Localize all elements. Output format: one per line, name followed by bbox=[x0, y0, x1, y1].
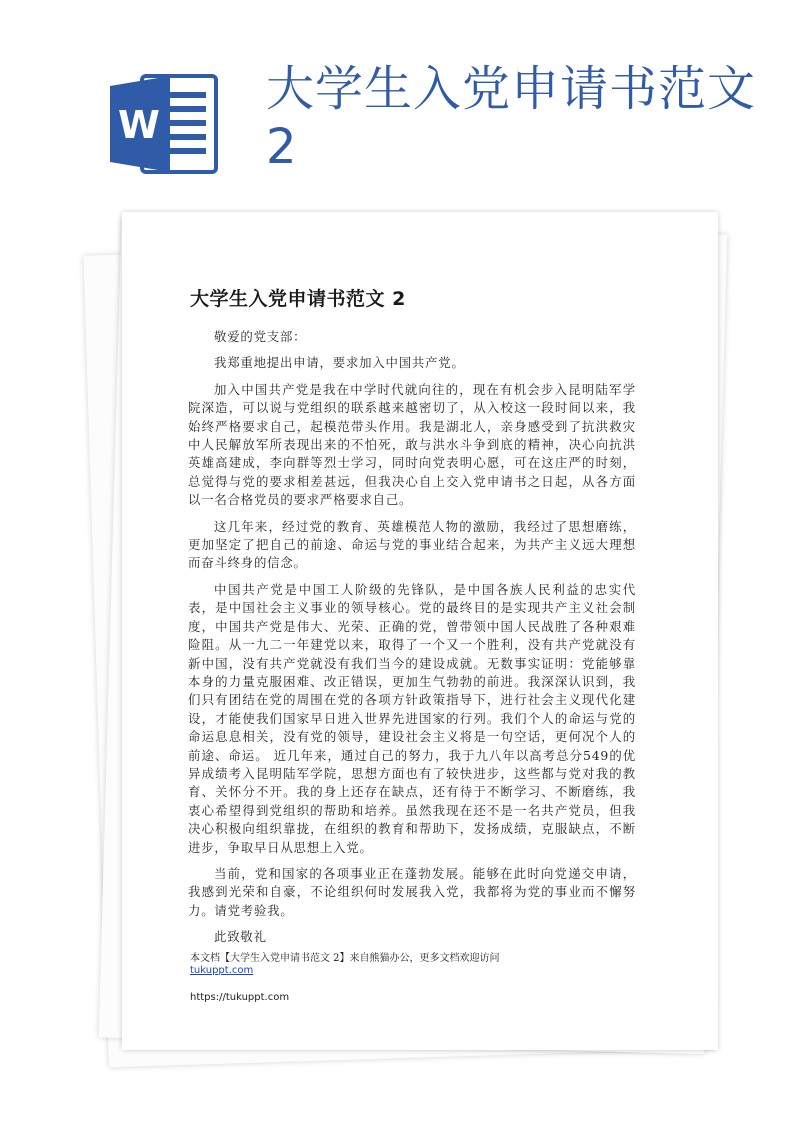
paragraph: 中国共产党是中国工人阶级的先锋队，是中国各族人民利益的忠实代表，是中国社会主义事业的领导核心。党的最终目的是实现共产主义社会制度，中国共产党是伟大、光荣、正确的党，曾带领中国人民战胜了各种艰难险阻。从一九二一年建党以来，取得了一个又一个胜利，没有共产党就没有新中国，没有共产党就没有我们当今的建设成就。无数事实证明：党能够靠本身的力量克服困难、改正错误，更加生气勃勃的前进。我深深认识到，我们只有团结在党的周围在党的各项方针政策指导下，进行社会主义现代化建设，才能使我们国家早日进入世界先进国家的行列。我们个人的命运与党的命运息息相关，没有党的领导，建设社会主义将是一句空话，更何况个人的前途、命运。 近几年来，通过自己的努力，我于九八年以高考总分549的优异成绩考入昆明陆军学院，思想方面也有了较快进步，这些都与党对我的教育、关怀分不开。我的身上还存在缺点，还有待于不断学习、不断磨练，我衷心希望得到党组织的帮助和培养。虽然我现在还不是一名共产党员，但我决心积极向组织靠拢，在组织的教育和帮助下，发扬成绩，克服缺点，不断进步，争取早日从思想上入党。 bbox=[188, 581, 636, 855]
word-icon-letter: W bbox=[118, 103, 160, 147]
paragraph: 我郑重地提出申请，要求加入中国共产党。 bbox=[214, 355, 465, 371]
paragraph: 加入中国共产党是我在中学时代就向往的，现在有机会步入昆明陆军学院深造，可以说与党组织的联系越来越密切了，从入校这一段时间以来，我始终严格要求自己，起模范带头作用。我是湖北人，亲身感受到了抗洪救灾中人民解放军所表现出来的不怕死，敢与洪水斗争到底的精神，决心向抗洪英雄高建成，李向群等烈士学习，同时向党表明心愿，可在这庄严的时刻，总觉得与党的要求相差甚远，但我决心自上交入党申请书之日起，从各方面以一名合格党员的要求严格要求自己。 bbox=[188, 381, 636, 508]
document-page bbox=[122, 212, 718, 1050]
paragraph: 这几年来，经过党的教育、英雄模范人物的激励，我经过了思想磨练，更加坚定了把自己的前途、命运与党的事业结合起来，为共产主义远大理想而奋斗终身的信念。 bbox=[188, 518, 636, 571]
closing: 此致敬礼 bbox=[214, 929, 267, 945]
source-note: 本文档【大学生入党申请书范文 2】来自熊猫办公，更多文档欢迎访问 bbox=[190, 953, 500, 964]
source-url: https://tukuppt.com bbox=[190, 992, 290, 1003]
source-link[interactable]: tukuppt.com bbox=[190, 965, 254, 976]
document-body bbox=[188, 328, 636, 955]
word-document-icon bbox=[108, 70, 220, 178]
page-title: 大学生入党申请书范文 2 bbox=[190, 288, 406, 310]
header bbox=[0, 0, 800, 200]
paragraph: 当前，党和国家的各项事业正在蓬勃发展。能够在此时向党递交申请，我感到光荣和自豪，不论组织何时发展我入党，我都将为党的事业而不懈努力。请党考验我。 bbox=[188, 865, 636, 918]
salutation: 敬爱的党支部： bbox=[214, 329, 307, 344]
document-title: 大学生入党申请书范文2 bbox=[266, 61, 757, 175]
